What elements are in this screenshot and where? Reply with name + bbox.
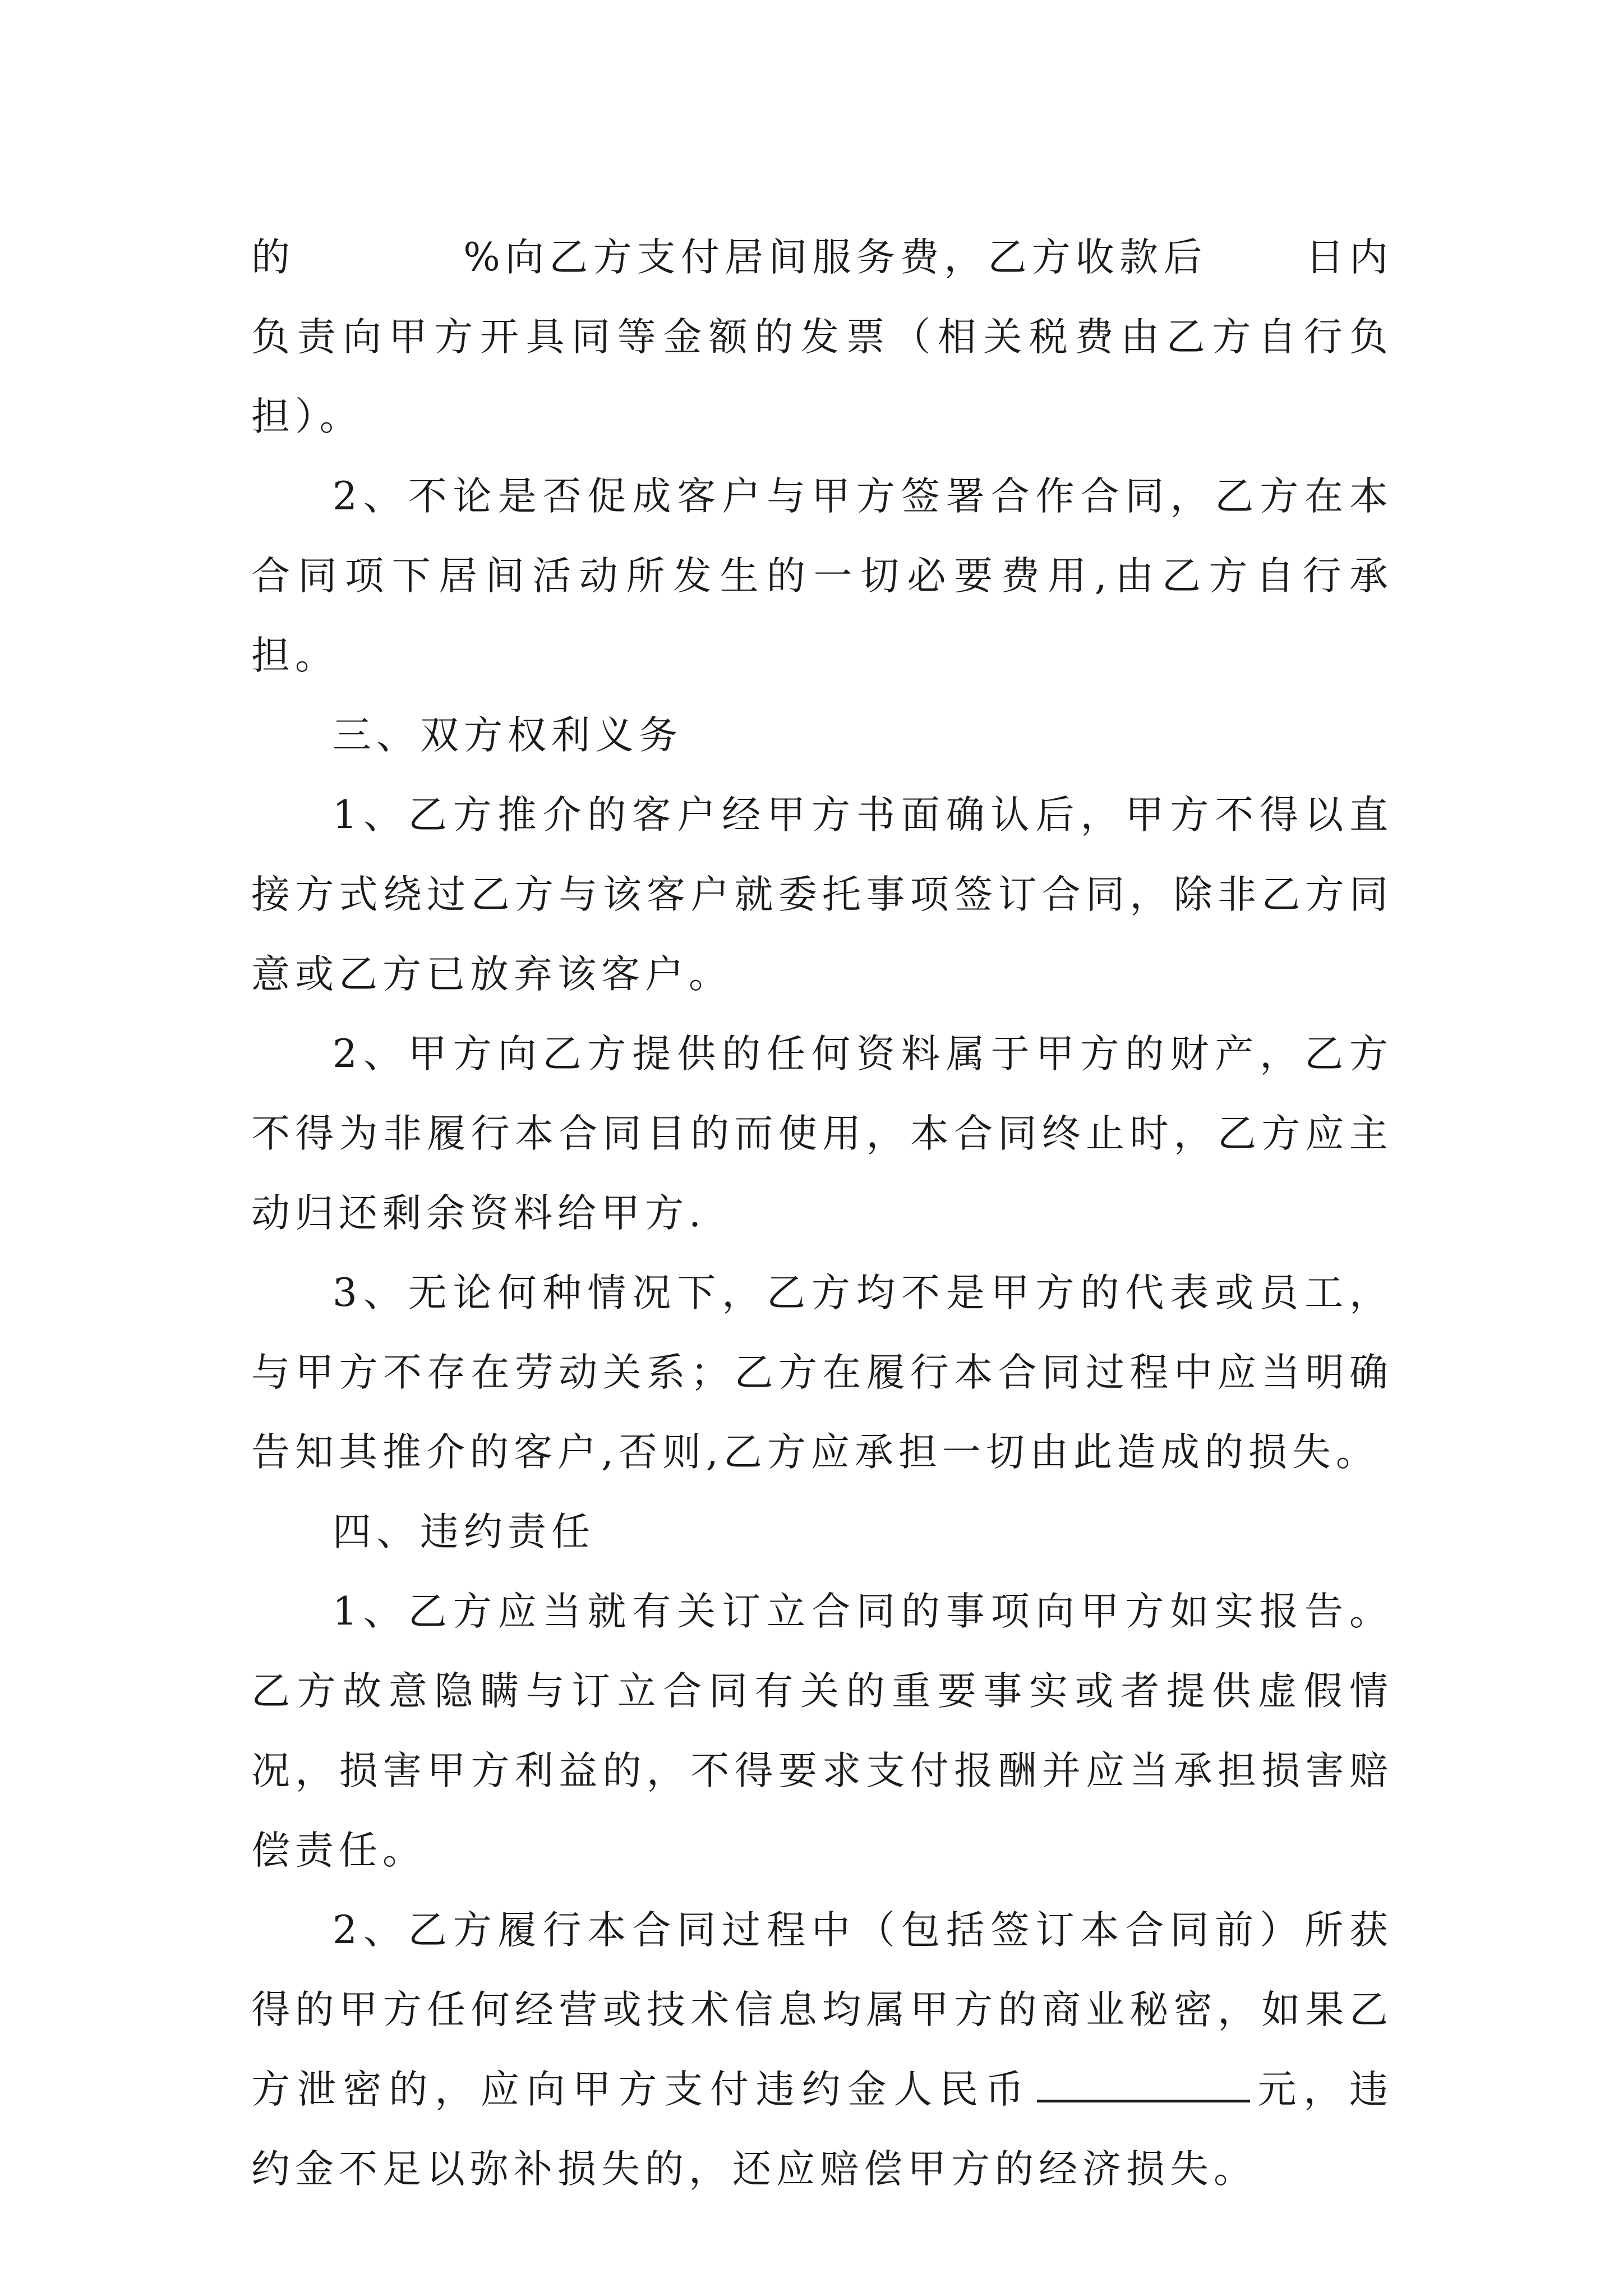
paragraph-service-fee xyxy=(251,218,1393,457)
text-fragment: 日内负责向甲方开具同等金额的发票（相关税费由乙方自行负担）。 xyxy=(251,235,1394,439)
clause-2-expenses: 2、不论是否促成客户与甲方签署合作合同，乙方在本合同项下居间活动所发生的一切必要费用,由乙方自行承担。 xyxy=(251,474,1393,678)
text-fragment: 元，违约金不足以弥补损失的，还应赔偿甲方的经济损失。 xyxy=(251,2067,1394,2192)
text-fragment: 的 xyxy=(251,235,296,280)
document-page xyxy=(251,218,1393,2209)
clause-2-materials: 2、甲方向乙方提供的任何资料属于甲方的财产，乙方不得为非履行本合同目的而使用，本合同终止时，乙方应主动归还剩余资料给甲方. xyxy=(251,1032,1393,1236)
clause-3-no-employment: 3、无论何种情况下，乙方均不是甲方的代表或员工，与甲方不存在劳动关系；乙方在履行本合同过程中应当明确告知其推介的客户,否则,乙方应承担一切由此造成的损失。 xyxy=(251,1271,1393,1475)
clause-2-confidentiality xyxy=(251,1890,1393,2209)
clause-1-truthful-report: 1、乙方应当就有关订立合同的事项向甲方如实报告。乙方故意隐瞒与订立合同有关的重要事实或者提供虚假情况，损害甲方利益的，不得要求支付报酬并应当承担损害赔偿责任。 xyxy=(251,1589,1393,1873)
section-heading-rights-obligations: 三、双方权利义务 xyxy=(333,713,683,758)
clause-1-client-confirmation: 1、乙方推介的客户经甲方书面确认后，甲方不得以直接方式绕过乙方与该客户就委托事项签订合同，除非乙方同意或乙方已放弃该客户。 xyxy=(251,793,1393,997)
section-heading-liability: 四、违约责任 xyxy=(333,1510,595,1554)
text-fragment: %向乙方支付居间服务费，乙方收款后 xyxy=(463,235,1207,280)
penalty-amount-blank xyxy=(1037,2094,1250,2102)
text-fragment: 2、乙方履行本合同过程中（包括签订本合同前）所获得的甲方任何经营或技术信息均属甲方的商业秘密，如果乙方泄密的，应向甲方支付违约金人民币 xyxy=(251,1908,1393,2112)
